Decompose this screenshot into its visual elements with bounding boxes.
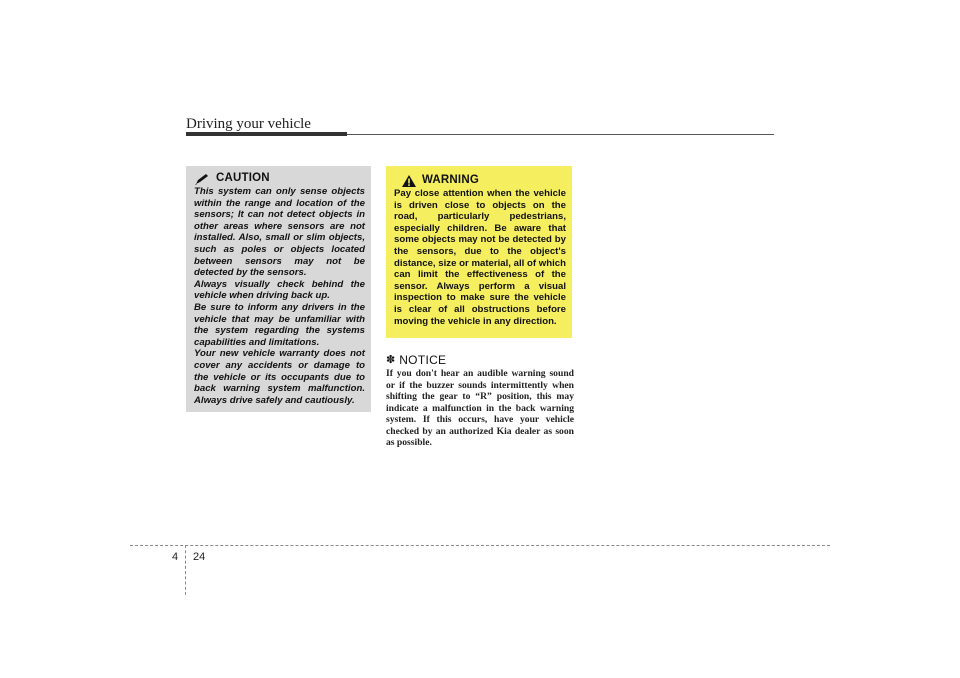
page-header-title: Driving your vehicle	[186, 116, 311, 132]
caution-header	[194, 172, 365, 184]
star-icon: ✽	[386, 354, 396, 366]
warning-box	[386, 166, 572, 338]
pencil-icon	[194, 172, 210, 184]
warning-text: Pay close attention when the vehicle is driven close to objects on the road, particularly pedestrians, especially children. Be aware that some objects may not be detected by the sensors, due to the object's distance, size or material, all of which can limit the effectiveness of the sensor. Always perform a visual inspection to make sure the vehicle is clear of all obstructions before moving the vehicle in any direction.	[394, 188, 566, 327]
warning-header	[394, 174, 566, 186]
caution-paragraph: Be sure to inform any drivers in the vehicle that may be unfamiliar with the system regarding the systems capabilities and limitations.	[194, 301, 365, 348]
caution-box	[186, 166, 371, 412]
caution-title: CAUTION	[216, 172, 270, 184]
warning-triangle-icon	[402, 174, 416, 186]
footer-rule	[130, 545, 830, 546]
notice-text: If you don't hear an audible warning sound or if the buzzer sounds intermittently when shifting the gear to “R” position, this may indicate a malfunction in the back warning system. If this occurs, have your vehicle checked by an authorized Kia dealer as soon as possible.	[386, 368, 574, 448]
notice-header	[386, 353, 446, 367]
caution-paragraph: Your new vehicle warranty does not cover any accidents or damage to the vehicle or its occupants due to back warning system malfunction. Always drive safely and cautiously.	[194, 348, 365, 406]
chapter-number: 4	[172, 551, 179, 563]
caution-paragraph: This system can only sense objects within the range and location of the sensors; It can not detect objects in other areas where sensors are not installed. Also, small or slim objects, such as poles or objects located between sensors may not be detected by the sensors.	[194, 186, 365, 279]
notice-title: NOTICE	[399, 353, 447, 367]
header-bar	[186, 132, 347, 136]
header-rule	[347, 134, 774, 135]
page-number: 24	[193, 551, 206, 563]
caution-paragraph: Always visually check behind the vehicle when driving back up.	[194, 278, 365, 302]
footer-divider	[185, 545, 186, 595]
warning-title: WARNING	[422, 174, 479, 186]
